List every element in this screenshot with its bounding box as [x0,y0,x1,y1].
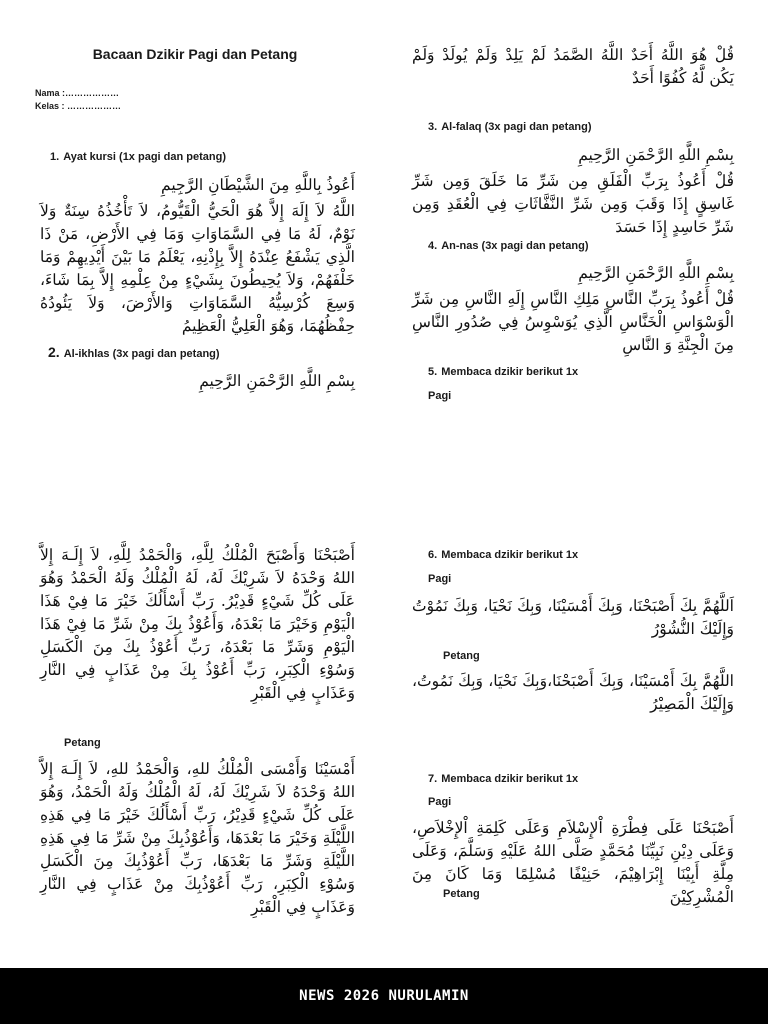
section-2-heading [48,344,220,360]
basmalah-text: بِسْمِ اللَّهِ الرَّحْمَنِ الرَّحِيمِ [199,372,355,390]
section-title: Membaca dzikir berikut 1x [441,366,579,378]
section-title: An-nas (3x pagi dan petang) [441,240,589,252]
section-number: 1. [50,151,60,163]
taawudz-text: أَعُوذُ بِاللَّهِ مِنَ الشَّيْطَانِ الرَّجِيمِ [161,176,355,194]
document-title: Bacaan Dzikir Pagi dan Petang [92,46,298,62]
ayat-kursi-text: اللَّهُ لاَ إِلَهَ إِلاَّ هُوَ الْحَيُّ الْقَيُّومُ، لاَ تَأْخُذُهُ سِنَةٌ وَلاَ نَوْمٌ، لَهُ مَا فِي السَّمَاوَاتِ وَمَا فِي الأَرْضِ، مَنْ ذَا الَّذِي يَشْفَعُ عِنْدَهُ إِلاَّ بِإِذْنِهِ، يَعْلَمُ مَا بَيْنَ أَيْدِيهِمْ وَمَا خَلْفَهُمْ، وَلاَ يُحِيطُونَ بِشَيْءٍ مِنْ عِلْمِهِ إِلاَّ بِمَا شَاءَ، وَسِعَ كُرْسِيُّهُ السَّمَاوَاتِ وَالأَرْضَ، وَلاَ يَئُودُهُ حِفْظُهُمَا، وَهُوَ الْعَلِيُّ الْعَظِيمُ [40,202,355,335]
section-6-heading [428,549,578,561]
section-title: Membaca dzikir berikut 1x [441,773,579,785]
al-ikhlas-text: قُلْ هُوَ اللَّهُ أَحَدٌ اللَّهُ الصَّمَدُ لَمْ يَلِدْ وَلَمْ يُولَدْ وَلَمْ يَكُن لَّهُ كُفُوًا أَحَدٌ [412,46,734,87]
section-number: 7. [428,773,438,785]
section-number: 3. [428,121,438,133]
dzikir-pagi-text: اَللَّهُمَّ بِكَ أَصْبَحْنَا، وَبِكَ أَمْسَيْنَا، وَبِكَ نَحْيَا، وَبِكَ نَمُوْتُ وَإِلَيْكَ النُّشُوْرُ [412,597,734,638]
petang-label: Petang [64,737,101,749]
section-7-heading [428,773,578,785]
dzikir-petang-text: اللَّهُمَّ بِكَ أَمْسَيْنَا، وَبِكَ أَصْبَحْنَا،وَبِكَ نَحْيَا، وَبِكَ نَمُوتُ، وَإِلَيْكَ الْمَصِيْرُ [412,672,734,713]
footer-banner [0,968,768,1024]
basmalah-text: بِسْمِ اللَّهِ الرَّحْمَنِ الرَّحِيمِ [578,146,734,164]
dzikir-pagi-text: أَصْبَحْنَا عَلَى فِطْرَةِ اْلإِسْلاَمِ وَعَلَى كَلِمَةِ اْلإِخْلاَصِ، وَعَلَى دِيْنِ نَبِيِّنَا مُحَمَّدٍ صَلَّى اللهُ عَلَيْهِ وَسَلَّمَ، وَعَلَى مِلَّةِ أَبِيْنَا إِبْرَاهِيْمَ، حَنِيْفًا مُسْلِمًا وَمَا كَانَ مِنَ الْمُشْرِكِيْنَ [412,819,734,906]
an-nas-text: قُلْ أَعُوذُ بِرَبِّ النَّاسِ مَلِكِ النَّاسِ إِلَهِ النَّاسِ مِن شَرِّ الْوَسْوَاسِ الْخَنَّاسِ الَّذِي يُوَسْوِسُ فِي صُدُورِ النَّاسِ مِنَ الْجِنَّةِ وَ النَّاسِ [412,290,734,354]
section-number: 5. [428,366,438,378]
pagi-label: Pagi [428,796,452,808]
dzikir-petang-text: أَمْسَيْنَا وَأَمْسَى الْمُلْكُ للهِ، وَالْحَمْدُ للهِ، لاَ إِلَـهَ إِلاَّ اللهُ وَحْدَهُ لاَ شَرِيْكَ لَهُ، لَهُ الْمُلْكُ وَلَهُ الْحَمْدُ، وَهُوَ عَلَى كُلِّ شَيْءٍ قَدِيْرُ، رَبِّ أَسْأَلُكَ خَيْرَ مَا فِي هَذِهِ اللَّيْلَةِ وَخَيْرَ مَا بَعْدَهَا، وَأَعُوْذُبِكَ مِنْ شَرِّ مَا فِي هَذِهِ اللَّيْلَةِ وَشَرِّ مَا بَعْدَهَا، رَبِّ أَعُوْذُبِكَ مِنَ الْكَسَلِ وَسُوْءِ الْكِبَرِ، رَبِّ أَعُوْذُبِكَ مِنْ عَذَابٍ فِي النَّارِ وَعَذَابٍ فِي الْقَبْرِ [40,760,355,916]
dzikir-pagi-text: أَصْبَحْنَا وَأَصْبَحَ الْمُلْكُ لِلَّهِ، وَالْحَمْدُ لِلَّهِ، لاَ إِلَـهَ إِلاَّ اللهُ وَحْدَهُ لاَ شَرِيْكَ لَهُ، لَهُ الْمُلْكُ وَلَهُ الْحَمْدُ وَهُوَ عَلَى كُلِّ شَيْءٍ قَدِيْرُ. رَبِّ أَسْأَلُكَ خَيْرَ مَا فِيْ هَذَا الْيَوْمِ وَخَيْرَ مَا بَعْدَهُ، وَأَعُوْذُ بِكَ مِنْ شَرِّ مَا فِيْ هَذَا الْيَوْمِ وَشَرِّ مَا بَعْدَهُ، رَبِّ أَعُوْذُ بِكَ مِنَ الْكَسَلِ وَسُوْءِ الْكِبَرِ، رَبِّ أَعُوْذُ بِكَ مِنْ عَذَابٍ فِي النَّارِ وَعَذَابٍ فِي الْقَبْرِ [40,546,355,702]
section-4-heading [428,240,588,252]
section-1-heading [50,151,226,163]
section-number: 4. [428,240,438,252]
pagi-label: Pagi [428,390,452,402]
kelas-field: Kelas : ……………… [35,101,122,111]
section-title: Al-falaq (3x pagi dan petang) [441,121,592,133]
pagi-label: Pagi [428,573,452,585]
petang-label: Petang [443,650,480,662]
al-falaq-text: قُلْ أَعُوذُ بِرَبِّ الْفَلَقِ مِن شَرِّ مَا خَلَقَ وَمِن شَرِّ غَاسِقٍ إِذَا وَقَبَ وَمِن شَرِّ النَّفَّاثَاتِ فِي الْعُقَدِ وَمِن شَرِّ حَاسِدٍ إِذَا حَسَدَ [412,172,734,236]
section-number: 6. [428,549,438,561]
basmalah-text: بِسْمِ اللَّهِ الرَّحْمَنِ الرَّحِيمِ [578,264,734,282]
section-title: Membaca dzikir berikut 1x [441,549,579,561]
section-5-heading [428,366,578,378]
section-number: 2. [48,344,60,360]
footer-text: NEWS 2026 NURULAMIN [299,988,469,1004]
nama-field: Nama :……………… [35,88,120,98]
petang-label: Petang [443,888,480,900]
section-title: Ayat kursi (1x pagi dan petang) [63,151,226,163]
section-title: Al-ikhlas (3x pagi dan petang) [63,348,220,360]
section-3-heading [428,121,592,133]
